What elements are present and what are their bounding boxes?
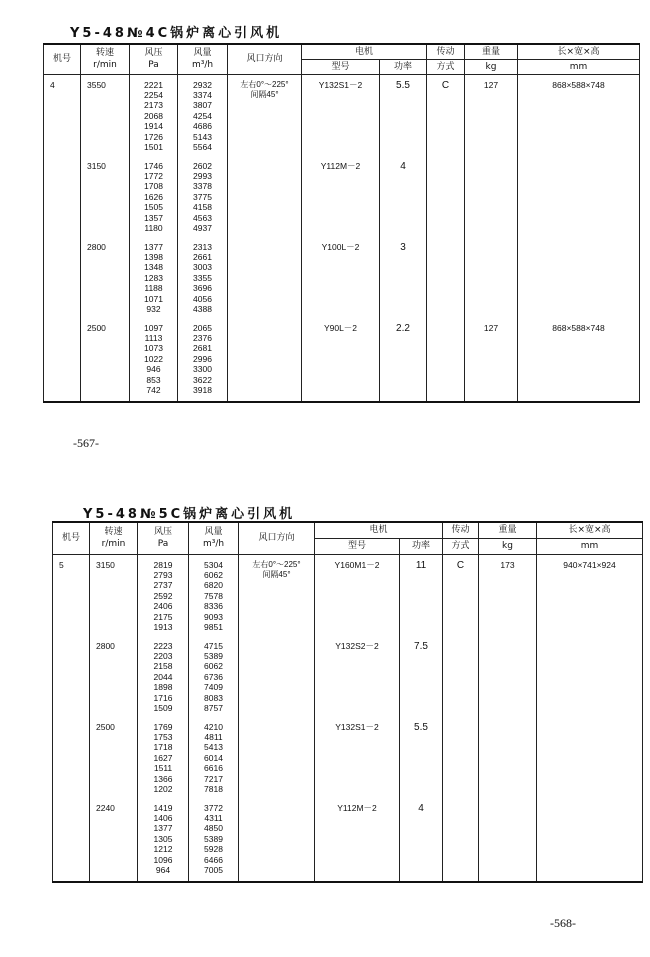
header-drive: 传动 (443, 522, 479, 538)
flow-value: 6616 (204, 763, 223, 774)
flow-value: 3807 (193, 100, 212, 111)
pressure-value: 2221 (144, 79, 163, 90)
header-weight-unit: kg (465, 59, 518, 74)
flow-value: 7409 (204, 682, 223, 693)
motor-model-cell (315, 554, 400, 638)
speed-cell (81, 320, 130, 402)
header-weight-unit: kg (479, 538, 537, 554)
pressure-value: 1708 (144, 181, 163, 192)
drive-mode: C (441, 79, 450, 91)
header-motor-power: 功率 (380, 59, 427, 74)
flow-cell (178, 239, 228, 320)
motor-model-cell (302, 239, 380, 320)
fan-spec-table-2 (52, 521, 643, 883)
weight-value: 127 (483, 322, 499, 333)
drive-mode-cell (443, 638, 479, 719)
speed-value: 3150 (96, 559, 115, 570)
pressure-value: 1097 (144, 322, 163, 333)
pressure-value: 1096 (153, 854, 173, 865)
pressure-value: 1914 (144, 121, 163, 132)
pressure-value: 1509 (153, 702, 173, 713)
speed-group-row (44, 239, 640, 320)
speed-group-row (53, 800, 643, 882)
header-motor-model: 型号 (302, 59, 380, 74)
pressure-value: 1283 (144, 272, 163, 283)
motor-model: Y112M－2 (337, 802, 377, 813)
flow-value: 7818 (204, 783, 223, 794)
flow-value: 6062 (204, 661, 223, 672)
weight-cell (465, 239, 518, 320)
pressure-cell (138, 800, 189, 882)
machine-no: 5 (59, 559, 64, 570)
header-outlet: 风口方向 (228, 44, 302, 74)
pressure-value: 1188 (144, 283, 163, 294)
flow-value: 7005 (204, 864, 223, 875)
pressure-value: 1898 (153, 682, 173, 693)
speed-cell (81, 74, 130, 158)
dims-cell (537, 719, 643, 800)
header-motor-model: 型号 (315, 538, 400, 554)
pressure-value: 1180 (144, 222, 163, 233)
speed-cell (90, 800, 138, 882)
pressure-value: 1357 (144, 212, 163, 223)
motor-model: Y132S2－2 (335, 640, 379, 651)
flow-value: 2681 (193, 343, 212, 354)
flow-value: 3772 (204, 802, 223, 813)
flow-value: 2376 (193, 332, 212, 343)
machine-no-cell (44, 74, 81, 158)
flow-value: 3300 (193, 364, 212, 375)
pressure-value: 2254 (144, 89, 163, 100)
flow-value: 2932 (193, 79, 212, 90)
pressure-value: 742 (146, 384, 161, 395)
pressure-value: 853 (146, 374, 161, 385)
machine-no-cell (44, 239, 81, 320)
flow-value: 4937 (193, 222, 212, 233)
speed-group-row (44, 320, 640, 402)
drive-mode-cell (427, 158, 465, 239)
flow-value: 5389 (204, 650, 223, 661)
flow-value: 6466 (204, 854, 223, 865)
motor-power: 4 (418, 802, 424, 814)
flow-value: 5928 (204, 844, 223, 855)
flow-value: 3003 (193, 262, 212, 273)
motor-model-cell (315, 719, 400, 800)
weight-cell (479, 800, 537, 882)
dims-value: 868×588×748 (552, 322, 605, 333)
drive-mode-cell (443, 800, 479, 882)
pressure-value: 2819 (153, 559, 173, 570)
speed-group-row (53, 719, 643, 800)
speed-value: 2800 (87, 241, 106, 252)
pressure-value: 2044 (153, 671, 173, 682)
machine-no-cell (53, 554, 90, 638)
pressure-cell (138, 719, 189, 800)
drive-mode-cell (427, 320, 465, 402)
pressure-value: 2175 (153, 611, 173, 622)
outlet-direction-cell (239, 554, 315, 638)
speed-cell (90, 554, 138, 638)
header-machine-no: 机号 (53, 522, 90, 554)
pressure-value: 964 (155, 864, 171, 875)
weight-value: 127 (483, 79, 499, 90)
header-drive: 传动 (427, 44, 465, 59)
flow-value: 8336 (204, 601, 223, 612)
motor-model-cell (315, 800, 400, 882)
flow-value: 4811 (204, 731, 223, 742)
motor-power-cell (380, 74, 427, 158)
pressure-value: 2068 (144, 110, 163, 121)
pressure-value: 1366 (153, 773, 173, 784)
flow-value: 8083 (204, 692, 223, 703)
pressure-value: 1398 (144, 251, 163, 262)
flow-value: 7578 (204, 590, 223, 601)
header-speed: 转速 r/min (81, 44, 130, 74)
pressure-value: 1746 (144, 160, 163, 171)
weight-cell (479, 554, 537, 638)
weight-cell (465, 320, 518, 402)
dims-value: 940×741×924 (563, 559, 616, 570)
flow-value: 5413 (204, 742, 223, 753)
flow-value: 3622 (193, 374, 212, 385)
flow-value: 5389 (204, 833, 223, 844)
header-drive-mode: 方式 (427, 59, 465, 74)
pressure-value: 2592 (153, 590, 173, 601)
header-pressure: 风压 Pa (138, 522, 189, 554)
pressure-value: 2406 (153, 601, 173, 612)
outlet-direction-cell (239, 719, 315, 800)
weight-cell (479, 638, 537, 719)
flow-value: 4850 (204, 823, 223, 834)
header-speed: 转速 r/min (90, 522, 138, 554)
header-dims-unit: mm (537, 538, 643, 554)
flow-value: 3696 (193, 283, 212, 294)
drive-mode-cell (443, 719, 479, 800)
dims-cell (518, 74, 640, 158)
pressure-value: 1073 (144, 343, 163, 354)
flow-value: 4158 (193, 202, 212, 213)
page-1-title: Y5-48№4C锅炉离心引风机 (70, 26, 283, 41)
flow-value: 5143 (193, 131, 212, 142)
pressure-value: 1419 (153, 802, 173, 813)
flow-value: 3378 (193, 181, 212, 192)
pressure-value: 1753 (153, 731, 173, 742)
flow-value: 3355 (193, 272, 212, 283)
pressure-value: 2223 (153, 640, 173, 651)
motor-model: Y132S1－2 (335, 721, 379, 732)
dims-value: 868×588×748 (552, 79, 605, 90)
pressure-value: 2203 (153, 650, 173, 661)
motor-power: 2.2 (396, 322, 410, 334)
flow-cell (189, 719, 239, 800)
flow-value: 2602 (193, 160, 212, 171)
speed-group-row (53, 638, 643, 719)
dims-cell (537, 554, 643, 638)
motor-power: 11 (415, 559, 427, 571)
dims-cell (537, 800, 643, 882)
header-flow: 风量 m³/h (178, 44, 228, 74)
pressure-value: 1501 (144, 141, 163, 152)
motor-power: 5.5 (414, 721, 428, 733)
speed-value: 3150 (87, 160, 106, 171)
flow-cell (189, 638, 239, 719)
flow-value: 6014 (204, 752, 223, 763)
speed-value: 2500 (96, 721, 115, 732)
flow-cell (189, 800, 239, 882)
pressure-value: 2158 (153, 661, 173, 672)
speed-group-row (44, 158, 640, 239)
pressure-value: 1718 (153, 742, 173, 753)
header-dims-unit: mm (518, 59, 640, 74)
pressure-value: 932 (146, 303, 161, 314)
pressure-value: 1202 (153, 783, 173, 794)
flow-value: 2996 (193, 353, 212, 364)
drive-mode: C (456, 559, 465, 571)
machine-no-cell (53, 638, 90, 719)
weight-value: 173 (500, 559, 515, 570)
header-drive-mode: 方式 (443, 538, 479, 554)
outlet-direction-cell (228, 320, 302, 402)
machine-no-cell (53, 800, 90, 882)
flow-value: 3775 (193, 191, 212, 202)
flow-cell (178, 158, 228, 239)
flow-value: 2661 (193, 251, 212, 262)
flow-value: 3918 (193, 384, 212, 395)
motor-model: Y160M1－2 (334, 559, 380, 570)
motor-model-cell (302, 320, 380, 402)
drive-mode-cell (427, 239, 465, 320)
pressure-value: 2737 (153, 580, 173, 591)
pressure-value: 1913 (153, 621, 173, 632)
pressure-value: 1626 (144, 191, 163, 202)
pressure-value: 946 (146, 364, 161, 375)
speed-value: 2240 (96, 802, 115, 813)
pressure-value: 2173 (144, 100, 163, 111)
page-number-2: -568- (550, 916, 576, 930)
flow-cell (178, 74, 228, 158)
motor-model: Y132S1－2 (318, 79, 363, 90)
pressure-cell (130, 74, 178, 158)
flow-value: 2313 (193, 241, 212, 252)
flow-value: 8757 (204, 702, 223, 713)
flow-value: 4210 (204, 721, 223, 732)
header-pressure: 风压 Pa (130, 44, 178, 74)
pressure-value: 1113 (144, 332, 163, 343)
drive-mode-cell (443, 554, 479, 638)
pressure-value: 1305 (153, 833, 173, 844)
header-weight: 重量 (479, 522, 537, 538)
machine-no: 4 (50, 79, 55, 90)
outlet-direction: 左右0°～225° 间隔45° (252, 559, 301, 579)
flow-value: 4056 (193, 293, 212, 304)
header-motor: 电机 (315, 522, 443, 538)
pressure-value: 1511 (153, 763, 173, 774)
flow-value: 2993 (193, 170, 212, 181)
motor-power-cell (380, 239, 427, 320)
flow-value: 4686 (193, 121, 212, 132)
motor-model-cell (302, 74, 380, 158)
header-outlet: 风口方向 (239, 522, 315, 554)
speed-cell (81, 158, 130, 239)
header-weight: 重量 (465, 44, 518, 59)
header-flow: 风量 m³/h (189, 522, 239, 554)
pressure-value: 1772 (144, 170, 163, 181)
motor-power-cell (380, 320, 427, 402)
machine-no-cell (44, 320, 81, 402)
motor-model: Y90L－2 (323, 322, 358, 333)
motor-power: 7.5 (414, 640, 428, 652)
motor-power: 5.5 (396, 79, 410, 91)
outlet-direction-cell (228, 74, 302, 158)
motor-model-cell (315, 638, 400, 719)
header-motor-power: 功率 (400, 538, 443, 554)
pressure-cell (130, 320, 178, 402)
pressure-value: 1406 (153, 812, 173, 823)
pressure-value: 1348 (144, 262, 163, 273)
flow-cell (189, 554, 239, 638)
flow-value: 2065 (193, 322, 212, 333)
flow-value: 4254 (193, 110, 212, 121)
motor-model: Y100L－2 (321, 241, 360, 252)
motor-power-cell (380, 158, 427, 239)
pressure-cell (130, 158, 178, 239)
header-machine-no: 机号 (44, 44, 81, 74)
speed-cell (90, 719, 138, 800)
machine-no-cell (53, 719, 90, 800)
pressure-value: 1505 (144, 202, 163, 213)
speed-cell (81, 239, 130, 320)
pressure-value: 2793 (153, 569, 173, 580)
flow-value: 4311 (204, 812, 223, 823)
flow-value: 6820 (204, 580, 223, 591)
flow-value: 5564 (193, 141, 212, 152)
motor-power-cell (400, 554, 443, 638)
outlet-direction-cell (239, 800, 315, 882)
flow-value: 6062 (204, 569, 223, 580)
dims-cell (537, 638, 643, 719)
motor-power-cell (400, 719, 443, 800)
outlet-direction-cell (228, 158, 302, 239)
page-number-1: -567- (73, 436, 99, 450)
motor-power-cell (400, 800, 443, 882)
header-motor: 电机 (302, 44, 427, 59)
weight-cell (465, 158, 518, 239)
pressure-value: 1716 (153, 692, 173, 703)
flow-cell (178, 320, 228, 402)
motor-power: 3 (400, 241, 406, 253)
speed-value: 2800 (96, 640, 115, 651)
flow-value: 3374 (193, 89, 212, 100)
speed-value: 3550 (87, 79, 106, 90)
pressure-cell (138, 554, 189, 638)
drive-mode-cell (427, 74, 465, 158)
weight-cell (479, 719, 537, 800)
pressure-cell (130, 239, 178, 320)
pressure-value: 1769 (153, 721, 173, 732)
flow-value: 9093 (204, 611, 223, 622)
flow-value: 4388 (193, 303, 212, 314)
weight-cell (465, 74, 518, 158)
pressure-value: 1726 (144, 131, 163, 142)
dims-cell (518, 320, 640, 402)
motor-model-cell (302, 158, 380, 239)
flow-value: 9851 (204, 621, 223, 632)
header-dims: 长×宽×高 (537, 522, 643, 538)
motor-power: 4 (400, 160, 406, 172)
speed-group-row (44, 74, 640, 158)
machine-no-cell (44, 158, 81, 239)
pressure-value: 1627 (153, 752, 173, 763)
pressure-cell (138, 638, 189, 719)
fan-spec-table-1 (43, 43, 640, 403)
dims-cell (518, 158, 640, 239)
pressure-value: 1377 (153, 823, 173, 834)
outlet-direction-cell (239, 638, 315, 719)
speed-cell (90, 638, 138, 719)
motor-power-cell (400, 638, 443, 719)
pressure-value: 1212 (153, 844, 173, 855)
speed-group-row (53, 554, 643, 638)
outlet-direction-cell (228, 239, 302, 320)
speed-value: 2500 (87, 322, 106, 333)
flow-value: 7217 (204, 773, 223, 784)
page-2-title: Y5-48№5C锅炉离心引风机 (83, 507, 296, 522)
pressure-value: 1022 (144, 353, 163, 364)
flow-value: 6736 (204, 671, 223, 682)
header-dims: 长×宽×高 (518, 44, 640, 59)
flow-value: 5304 (204, 559, 223, 570)
flow-value: 4715 (204, 640, 223, 651)
outlet-direction: 左右0°～225° 间隔45° (240, 79, 289, 99)
flow-value: 4563 (193, 212, 212, 223)
dims-cell (518, 239, 640, 320)
pressure-value: 1377 (144, 241, 163, 252)
pressure-value: 1071 (144, 293, 163, 304)
motor-model: Y112M－2 (320, 160, 361, 171)
